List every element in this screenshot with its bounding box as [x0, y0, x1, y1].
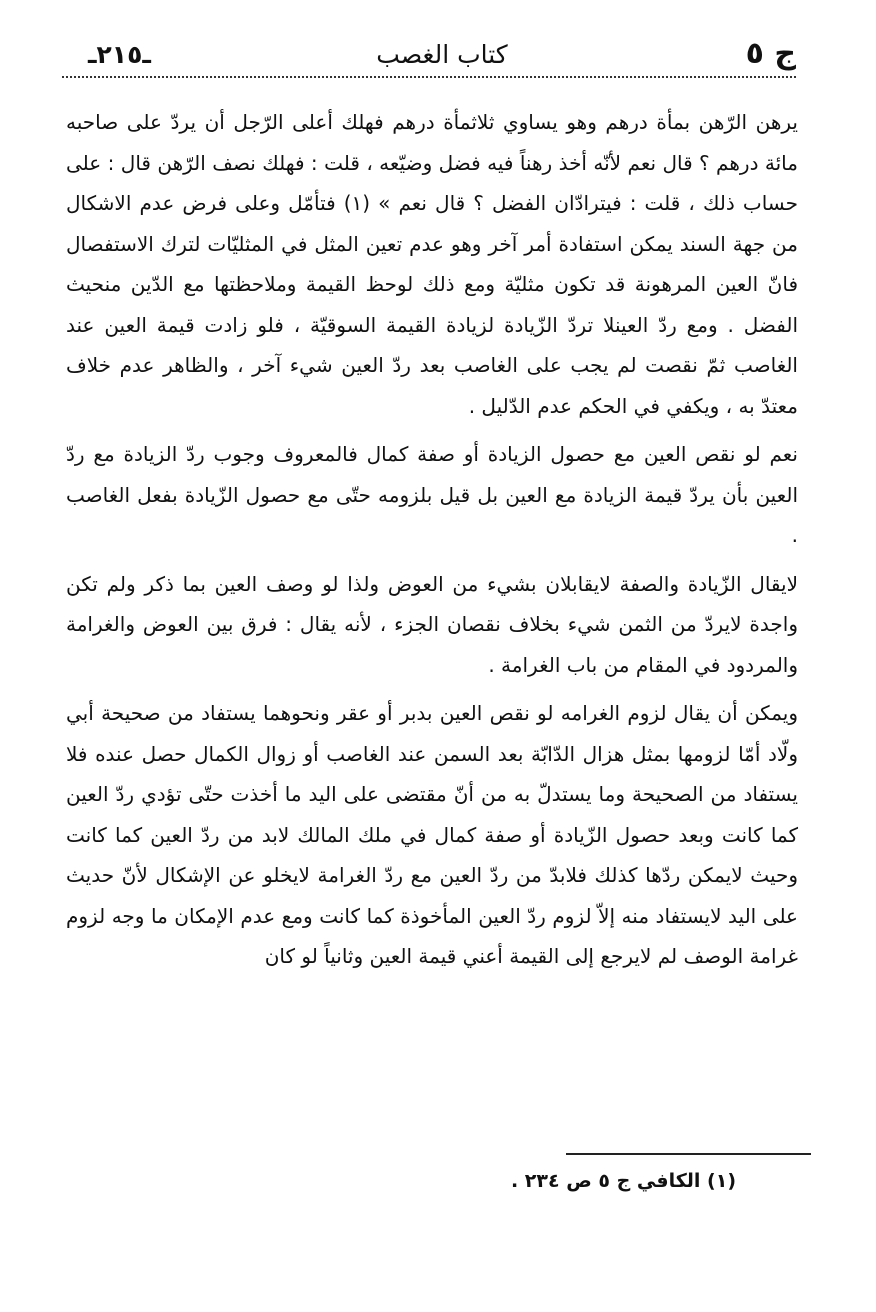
volume-label: ج ٥ — [745, 36, 796, 71]
paragraph-4: ويمكن أن يقال لزوم الغرامه لو نقص العين بدبر أو عقر ونحوهما يستفاد من صحيحة أبي ولّاد أمّا لزومها بمثل هزال الدّابّة بعد السمن عند الغاصب أو زوال الكمال حصل عنده فلا يستفاد من الصحيحة وما يستدلّ به من أنّ مقتضى على اليد ما أخذت حتّى تؤدي ردّ العين كما كانت وبعد حصول الزّيادة أو صفة كمال في ملك المالك لابد من ردّ العين كما كانت وحيث لايمكن ردّها كذلك فلابدّ من ردّ العين مع ردّ الغرامة لايخلو عن الإشكال لأنّ حديث على اليد لايستفاد منه إلاّ لزوم ردّ العين المأخوذة كما كانت ومع عدم الإمكان ما وجه لزوم غرامة الوصف لم لايرجع إلى القيمة أعني قيمة العين وثانياً لو كان — [66, 701, 798, 968]
footnote-divider — [566, 1153, 811, 1155]
main-text — [66, 102, 798, 977]
page-number: ـ٢١٥ـ — [88, 40, 151, 69]
paragraph-2: نعم لو نقص العين مع حصول الزيادة أو صفة كمال فالمعروف وجوب ردّ الزيادة مع ردّ العين بأن يردّ قيمة الزيادة مع العين بل قيل بلزومه حتّى مع حصول الزّيادة بفعل الغاصب . — [66, 442, 798, 547]
paragraph-1: يرهن الرّهن بمأة درهم وهو يساوي ثلاثمأة درهم فهلك أعلى الرّجل أن يردّ على صاحبه مائة درهم ؟ قال نعم لأنّه أخذ رهناً فيه فضل وضيّعه ، قلت : فهلك نصف الرّهن قال : على حساب ذلك ، قلت : فيترادّان الفضل ؟ قال نعم » (١) فتأمّل وعلى فرض عدم الاشكال من جهة السند يمكن استفادة أمر آخر وهو عدم تعين المثل في المثليّات لترك الاستفصال فانّ العين المرهونة قد تكون مثليّة ومع ذلك لوحظ القيمة وملاحظتها مع الدّين منحيث الفضل . ومع ردّ العينلا تردّ الزّيادة لزيادة القيمة السوقيّة ، فلو زادت قيمة العين عند الغاصب ثمّ نقصت لم يجب على الغاصب بعد ردّ العين شيء آخر ، والظاهر عدم خلاف معتدّ به ، ويكفي في الحكم عدم الدّليل . — [66, 110, 798, 418]
page-header — [88, 34, 796, 74]
book-title: كتاب الغصب — [376, 40, 508, 69]
paragraph-3: لايقال الزّيادة والصفة لايقابلان بشيء من العوض ولذا لو وصف العين بما ذكر ولم تكن واجدة لايردّ من الثمن شيء بخلاف نقصان الجزء ، لأنه يقال : فرق بين العوض والغرامة والمردود في المقام من باب الغرامة . — [66, 571, 798, 677]
footnote: (١) الكافي ج ٥ ص ٢٣٤ . — [510, 1170, 736, 1192]
header-divider — [62, 76, 796, 78]
